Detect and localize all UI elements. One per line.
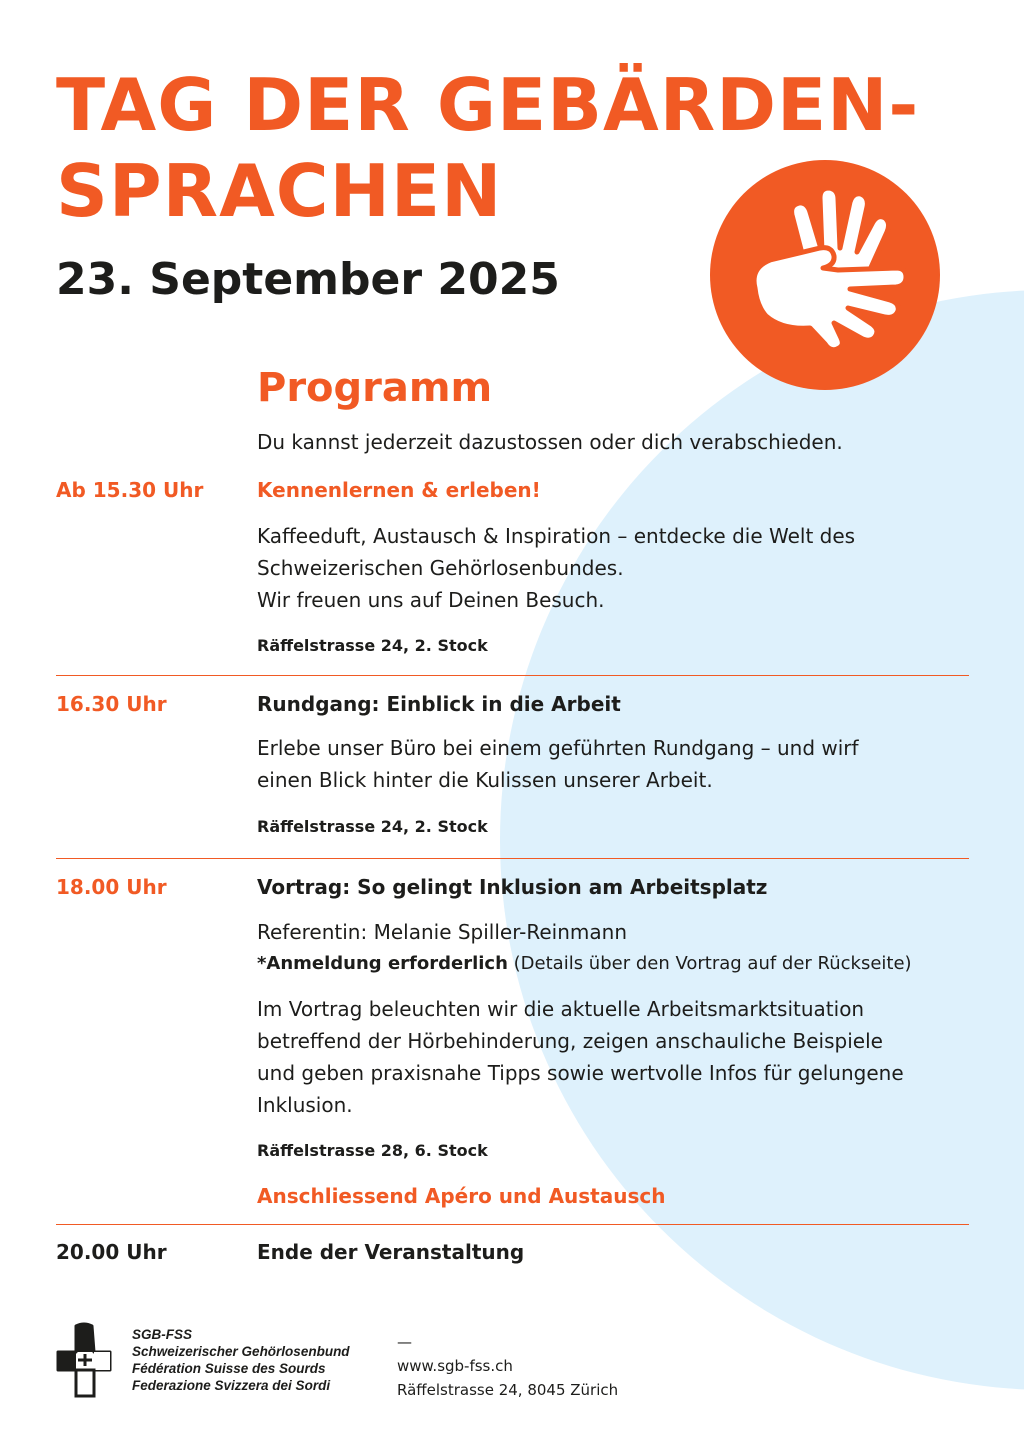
contact-info (397, 1330, 618, 1402)
website-link[interactable]: www.sgb-fss.ch (397, 1357, 513, 1375)
item-3-location: Räffelstrasse 28, 6. Stock (257, 1141, 488, 1160)
organization-name: SGB-FSS Schweizerischer Gehörlosenbund Fédération Suisse des Sourds Federazione Svizzera dei Sordi (132, 1327, 350, 1393)
item-3-time: 18.00 Uhr (56, 875, 167, 899)
item-2-time: 16.30 Uhr (56, 692, 167, 716)
divider (56, 675, 969, 676)
program-intro: Du kannst jederzeit dazustossen oder dich verabschieden. (257, 430, 843, 454)
item-3-title: Vortrag: So gelingt Inklusion am Arbeitsplatz (257, 875, 768, 899)
item-1-time: Ab 15.30 Uhr (56, 478, 204, 502)
title-line-1: TAG DER GEBÄRDEN- (56, 63, 920, 147)
item-2-title: Rundgang: Einblick in die Arbeit (257, 692, 621, 716)
title-line-2: SPRACHEN (56, 149, 503, 233)
address: Räffelstrasse 24, 8045 Zürich (397, 1381, 619, 1399)
event-date: 23. September 2025 (56, 254, 560, 305)
divider (56, 1224, 969, 1225)
item-1-title: Kennenlernen & erleben! (257, 478, 541, 502)
item-1-location: Räffelstrasse 24, 2. Stock (257, 636, 488, 655)
item-3-description: Im Vortrag beleuchten wir die aktuelle Arbeitsmarktsituation betreffend der Hörbehinderung, zeigen anschauliche Beispiele und geben praxisnahe Tipps sowie wertvolle Infos für gelungene Inklusion. (257, 997, 904, 1117)
item-3-speaker: Referentin: Melanie Spiller-Reinmann (257, 920, 627, 944)
item-1-description: Kaffeeduft, Austausch & Inspiration – entdecke die Welt des Schweizerischen Gehörlosenbundes. Wir freuen uns auf Deinen Besuch. (257, 524, 856, 612)
divider (56, 858, 969, 859)
item-2-location: Räffelstrasse 24, 2. Stock (257, 817, 488, 836)
item-2-description: Erlebe unser Büro bei einem geführten Rundgang – und wirf einen Blick hinter die Kulissen unserer Arbeit. (257, 736, 859, 792)
dash: — (397, 1333, 412, 1351)
program-heading: Programm (257, 365, 493, 411)
sgb-fss-logo-icon (54, 1322, 114, 1404)
item-3-followup: Anschliessend Apéro und Austausch (257, 1184, 666, 1208)
item-4-time: 20.00 Uhr (56, 1240, 167, 1264)
sign-language-hands-icon (710, 160, 940, 390)
item-4-title: Ende der Veranstaltung (257, 1240, 525, 1264)
registration-note: *Anmeldung erforderlich (Details über den Vortrag auf der Rückseite) (257, 953, 912, 974)
